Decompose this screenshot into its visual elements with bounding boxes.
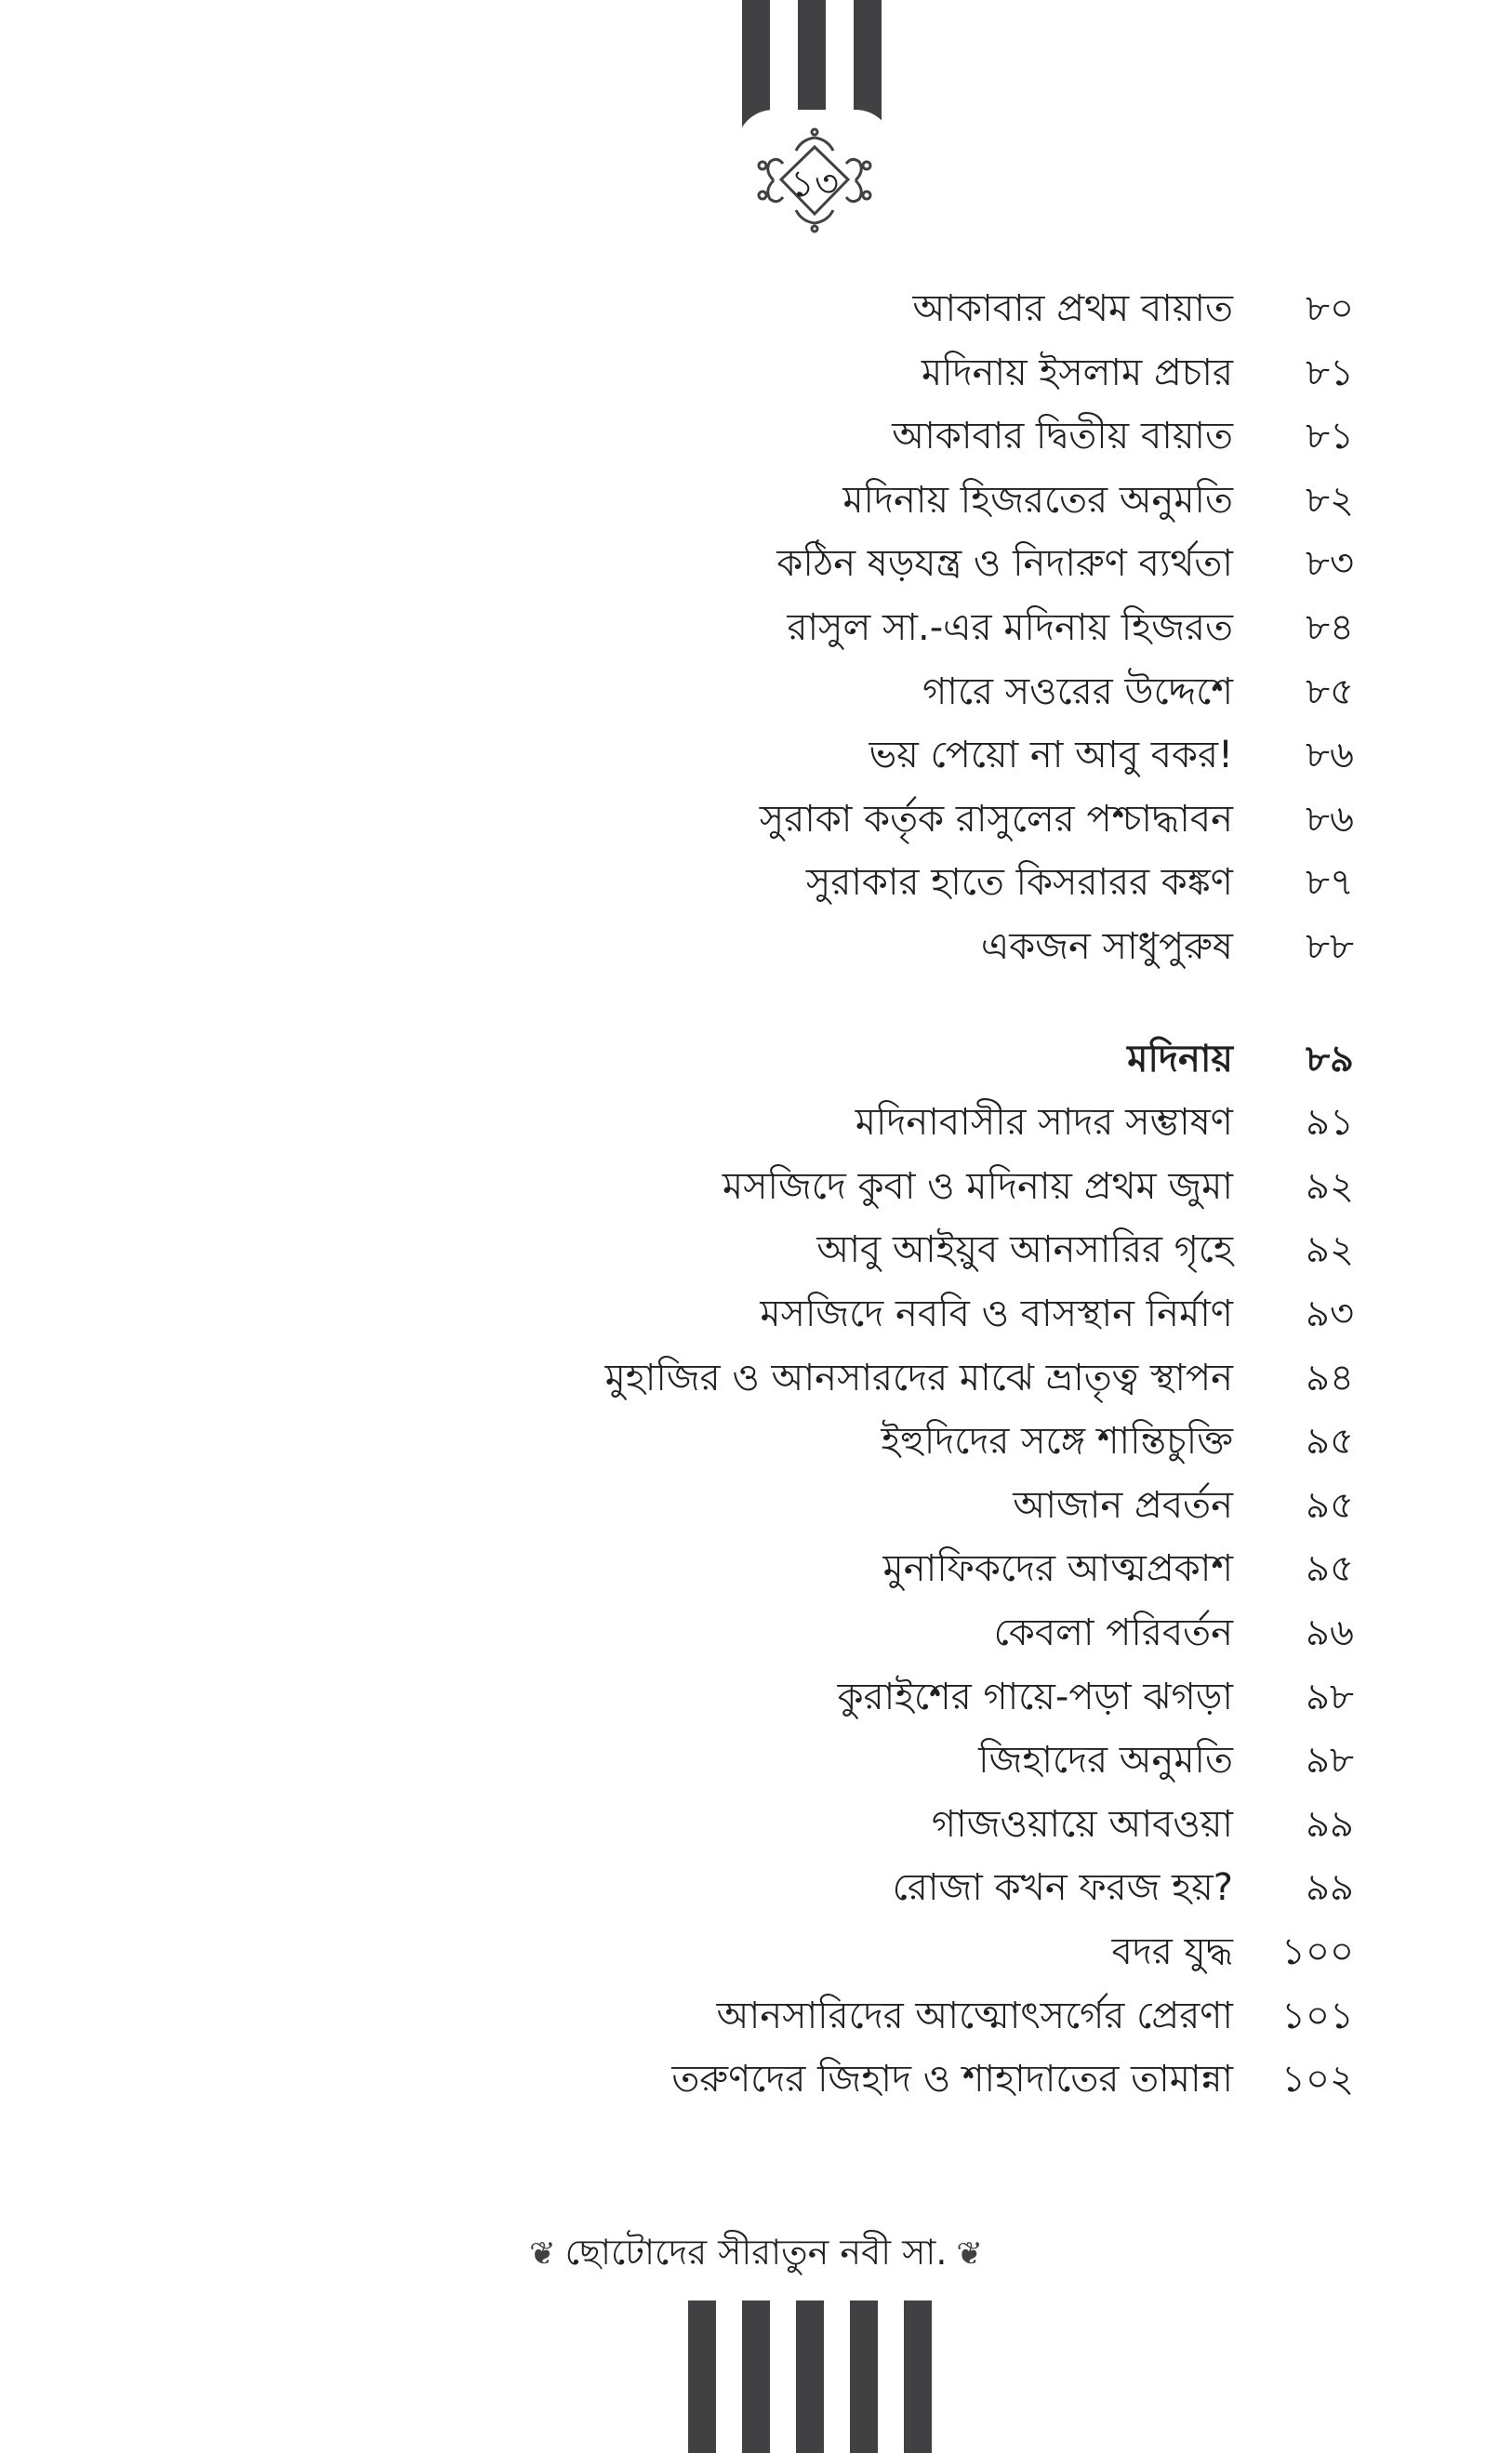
toc-entry-title: মুহাজির ও আনসারদের মাঝে ভ্রাতৃত্ব স্থাপন	[604, 1356, 1233, 1399]
toc-entry-title: সুরাকার হাতে কিসরারর কঙ্কণ	[805, 861, 1233, 905]
bottom-stripes-decoration	[688, 2301, 939, 2453]
page-number: ১৩	[790, 163, 839, 206]
toc-entry-page: ৯২	[1306, 1228, 1354, 1272]
toc-entry-title: মদিনাবাসীর সাদর সম্ভাষণ	[855, 1101, 1233, 1145]
toc-entry-page: ৯৯	[1306, 1802, 1354, 1846]
toc-entry-page: ৯৫	[1306, 1547, 1354, 1591]
toc-entry-page: ৮১	[1306, 415, 1354, 458]
ornament-left-icon: ❦	[529, 2235, 556, 2273]
toc-entry-title: একজন সাধুপুরুষ	[980, 925, 1233, 968]
toc-entry-page: ৯১	[1306, 1101, 1354, 1145]
toc-entry-title: কেবলা পরিবর্তন	[993, 1611, 1233, 1654]
toc-entry-page: ৮২	[1306, 478, 1354, 522]
toc-entry	[0, 2048, 1512, 2112]
toc-entry-page: ৯২	[1306, 1164, 1354, 1208]
toc-entry	[0, 1474, 1512, 1538]
toc-entry-page: ৮৫	[1306, 670, 1354, 713]
toc-entry	[0, 723, 1512, 788]
toc-entry	[0, 596, 1512, 660]
toc-entry-page: ৯৯	[1306, 1866, 1354, 1910]
toc-entry-title: মদিনায় হিজরতের অনুমতি	[842, 478, 1233, 522]
toc-entry-title: জিহাদের অনুমতি	[978, 1739, 1233, 1783]
toc-entry-title: মদিনায় ইসলাম প্রচার	[921, 351, 1233, 394]
toc-entry-page: ৯৮	[1306, 1675, 1354, 1718]
toc-entry-title: মদিনায়	[1127, 1037, 1233, 1081]
toc-entry-title: তরুণদের জিহাদ ও শাহাদাতের তামান্না	[671, 2058, 1233, 2102]
toc-entry-page: ১০০	[1281, 1930, 1354, 1973]
toc-entry-title: সুরাকা কর্তৃক রাসুলের পশ্চাদ্ধাবন	[759, 797, 1233, 841]
book-title: ছোটোদের সীরাতুন নবী সা.	[564, 2232, 948, 2273]
toc-entry-title: মসজিদে নববি ও বাসস্থান নির্মাণ	[760, 1293, 1233, 1335]
toc-entry-title: রাসুল সা.-এর মদিনায় হিজরত	[787, 606, 1233, 649]
toc-entry-title: কুরাইশের গায়ে-পড়া ঝগড়া	[837, 1675, 1233, 1718]
toc-entry-page: ৮৪	[1306, 606, 1354, 649]
toc-entry-page: ৯৬	[1306, 1611, 1354, 1654]
toc-entry	[0, 404, 1512, 469]
toc-entry-title: বদর যুদ্ধ	[1111, 1930, 1233, 1973]
toc-entry-title: আনসারিদের আত্মোৎসর্গের প্রেরণা	[716, 1994, 1233, 2037]
toc-entry	[0, 1218, 1512, 1282]
toc-entry	[0, 1665, 1512, 1730]
toc-entry	[0, 915, 1512, 979]
toc-entry-title: রোজা কখন ফরজ হয়?	[892, 1866, 1233, 1910]
stripe	[850, 2301, 878, 2453]
toc-entry-page: ৮০	[1306, 287, 1354, 330]
toc-entry-title: মুনাফিকদের আত্মপ্রকাশ	[882, 1547, 1233, 1591]
toc-entry-page: ৯৩	[1306, 1293, 1354, 1335]
toc-entry-page: ৮৮	[1306, 925, 1354, 968]
toc-entry-page: ৮৭	[1306, 861, 1354, 905]
toc-entry	[0, 532, 1512, 596]
stripe	[796, 2301, 824, 2453]
toc-entry-page: ৯৪	[1306, 1356, 1354, 1399]
toc-entry	[0, 277, 1512, 341]
toc-entry-title: মসজিদে কুবা ও মদিনায় প্রথম জুমা	[722, 1164, 1233, 1208]
toc-entry	[0, 469, 1512, 533]
toc-entry	[0, 1155, 1512, 1219]
toc-entry-title: গারে সওরের উদ্দেশে	[922, 670, 1233, 713]
toc-entry	[0, 1537, 1512, 1601]
stripe	[688, 2301, 716, 2453]
toc-entry-page: ৯৫	[1306, 1483, 1354, 1527]
toc-entry-page: ১০১	[1281, 1994, 1354, 2037]
toc-entry	[0, 1282, 1512, 1346]
ornament-right-icon: ❦	[956, 2235, 983, 2273]
toc-entry	[0, 1601, 1512, 1665]
toc-entry	[0, 1729, 1512, 1793]
footer	[0, 2224, 1512, 2280]
stripe	[904, 2301, 932, 2453]
toc-entry-page: ৮৬	[1306, 797, 1354, 841]
toc-entry-page: ৮৯	[1306, 1037, 1354, 1081]
toc-entry-title: গাজওয়ায়ে আবওয়া	[931, 1802, 1233, 1846]
toc-entry-title: ভয় পেয়ো না আবু বকর!	[869, 734, 1233, 777]
toc-entry-title: আজান প্রবর্তন	[1013, 1483, 1233, 1527]
toc-entry	[0, 1793, 1512, 1857]
toc-entry	[0, 1856, 1512, 1920]
toc-entry	[0, 851, 1512, 915]
toc-entry-title: কঠিন ষড়যন্ত্র ও নিদারুণ ব্যর্থতা	[776, 542, 1233, 586]
toc-entry-title: ইহুদিদের সঙ্গে শান্তিচুক্তি	[881, 1420, 1233, 1464]
stripe	[742, 2301, 770, 2453]
page-number-badge	[736, 110, 893, 268]
toc-entry-page: ৯৮	[1306, 1739, 1354, 1783]
toc-entry-title: আকাবার দ্বিতীয় বায়াত	[892, 415, 1233, 458]
toc-entry	[0, 788, 1512, 852]
toc-entry-title: আবু আইয়ুব আনসারির গৃহে	[816, 1228, 1233, 1272]
toc-entry-page: ৮৩	[1306, 542, 1354, 586]
toc-entry	[0, 660, 1512, 724]
toc-entry	[0, 341, 1512, 405]
toc-entry	[0, 1410, 1512, 1474]
toc-entry-page: ৮৬	[1306, 734, 1354, 777]
toc-entry	[0, 1984, 1512, 2049]
toc-entry	[0, 1091, 1512, 1155]
toc-entry-page: ১০২	[1281, 2058, 1354, 2102]
toc-entry	[0, 1346, 1512, 1411]
toc-entry-page: ৯৫	[1306, 1420, 1354, 1464]
toc-section-heading	[0, 1028, 1512, 1092]
toc-entry	[0, 1920, 1512, 1984]
toc-entry-page: ৮১	[1306, 351, 1354, 394]
toc-entry-title: আকাবার প্রথম বায়াত	[912, 287, 1233, 330]
